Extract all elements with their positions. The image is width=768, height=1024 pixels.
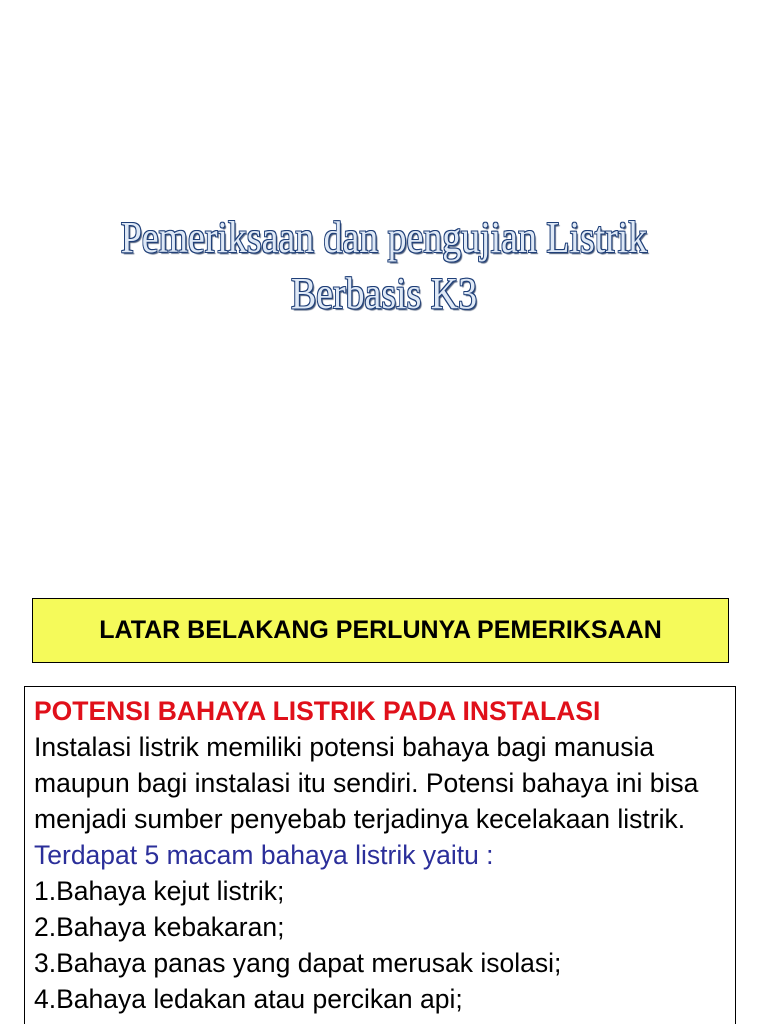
hazard-item-4: 4.Bahaya ledakan atau percikan api;	[34, 984, 463, 1014]
banner-text: LATAR BELAKANG PERLUNYA PEMERIKSAAN	[99, 616, 662, 644]
title-line-2: Berbasis K3	[290, 269, 478, 318]
hazard-list-lead: Terdapat 5 macam bahaya listrik yaitu :	[34, 840, 494, 870]
intro-paragraph: Instalasi listrik memiliki potensi bahaya bagi manusia maupun bagi instalasi itu sendiri. Potensi bahaya ini bisa menjadi sumber penyebab terjadinya kecelakaan listrik.	[34, 732, 699, 834]
hazard-item-3: 3.Bahaya panas yang dapat merusak isolasi;	[34, 948, 562, 978]
hazard-item-2: 2.Bahaya kebakaran;	[34, 912, 285, 942]
section-heading: POTENSI BAHAYA LISTRIK PADA INSTALASI	[34, 696, 601, 726]
section-banner	[32, 598, 729, 663]
hazard-item-1: 1.Bahaya kejut listrik;	[34, 876, 285, 906]
document-title	[54, 210, 714, 322]
content-box	[24, 686, 736, 1024]
title-line-1: Pemeriksaan dan pengujian Listrik	[120, 213, 648, 262]
